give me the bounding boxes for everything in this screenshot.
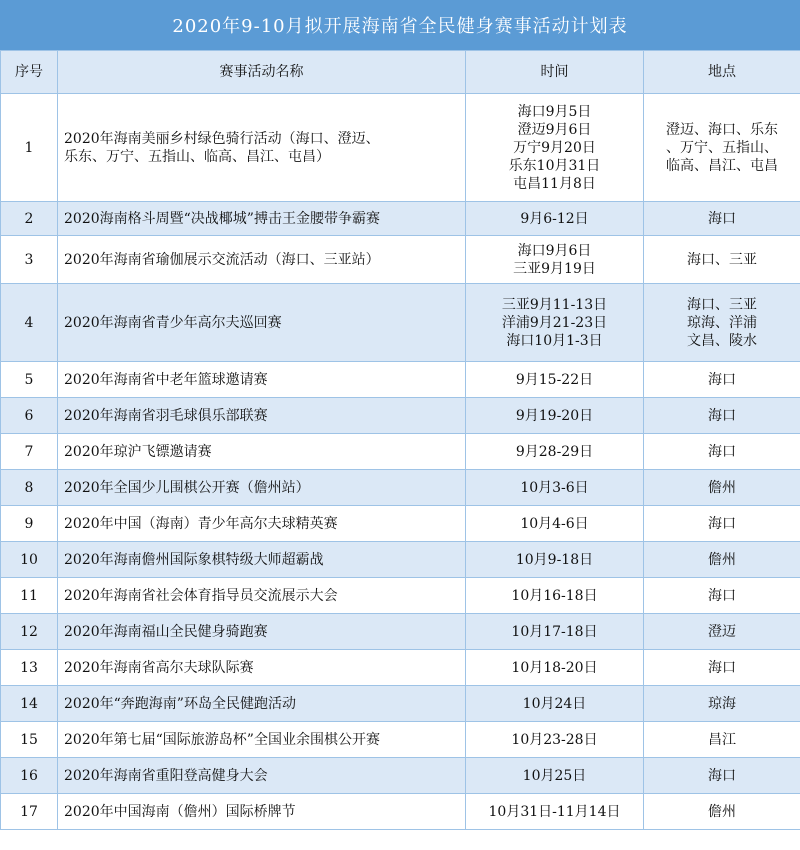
cell-name-line: 2020年海南省重阳登高健身大会: [64, 767, 268, 784]
cell-name: [58, 686, 466, 722]
table-row: [1, 614, 800, 650]
table-row: [1, 722, 800, 758]
cell-no: 7: [1, 434, 58, 470]
cell-time-line: 9月6-12日: [520, 210, 589, 227]
table-row: [1, 758, 800, 794]
cell-name-line: 2020年海南省中老年篮球邀请赛: [64, 371, 268, 388]
cell-time-line: 10月18-20日: [511, 659, 598, 676]
cell-name: [58, 650, 466, 686]
cell-place-line: 海口: [708, 767, 736, 784]
table-row: [1, 284, 800, 362]
cell-time: [466, 758, 644, 794]
cell-time-line: 9月28-29日: [515, 443, 594, 460]
cell-time-line: 10月31日-11月14日: [488, 803, 621, 820]
cell-name: [58, 614, 466, 650]
cell-time: [466, 362, 644, 398]
header-place: 地点: [644, 51, 800, 94]
cell-place: [644, 506, 800, 542]
cell-place: [644, 578, 800, 614]
cell-time-line: 10月23-28日: [511, 731, 598, 748]
cell-time-line: 10月25日: [522, 767, 587, 784]
cell-place: [644, 794, 800, 830]
cell-no: 2: [1, 202, 58, 236]
cell-name: [58, 236, 466, 284]
cell-name-line: 2020年海南儋州国际象棋特级大师超霸战: [64, 551, 324, 568]
header-row: [1, 51, 800, 94]
cell-time: [466, 94, 644, 202]
cell-name: [58, 794, 466, 830]
header-name: 赛事活动名称: [58, 51, 466, 94]
cell-time-line: 10月4-6日: [520, 515, 589, 532]
cell-time-line: 海口10月1-3日: [506, 332, 603, 349]
cell-name-line: 2020年海南省羽毛球俱乐部联赛: [64, 407, 268, 424]
cell-name-line: 2020年海南省高尔夫球队际赛: [64, 659, 254, 676]
cell-time-line: 三亚9月19日: [513, 260, 596, 277]
cell-no: 14: [1, 686, 58, 722]
cell-name-line: 2020年海南省青少年高尔夫巡回赛: [64, 314, 282, 331]
cell-place-line: 海口: [708, 659, 736, 676]
cell-time-line: 海口9月6日: [517, 242, 592, 259]
cell-place-line: 、万宁、五指山、: [666, 139, 778, 156]
cell-name-line: 2020年琼沪飞镖邀请赛: [64, 443, 212, 460]
cell-name-line: 乐东、万宁、五指山、临高、昌江、屯昌）: [64, 148, 330, 165]
table-row: [1, 506, 800, 542]
cell-time: [466, 284, 644, 362]
cell-name-line: 2020年海南美丽乡村绿色骑行活动（海口、澄迈、: [64, 130, 380, 147]
cell-time-line: 屯昌11月8日: [513, 175, 596, 192]
cell-name: [58, 506, 466, 542]
cell-name-line: 2020年“奔跑海南”环岛全民健跑活动: [64, 695, 296, 712]
cell-place-line: 昌江: [708, 731, 736, 748]
cell-name: [58, 542, 466, 578]
cell-time-line: 10月24日: [522, 695, 587, 712]
cell-no: 9: [1, 506, 58, 542]
cell-no: 17: [1, 794, 58, 830]
cell-no: 4: [1, 284, 58, 362]
cell-no: 12: [1, 614, 58, 650]
cell-place-line: 儋州: [708, 803, 736, 820]
table-row: [1, 470, 800, 506]
cell-place-line: 海口: [708, 371, 736, 388]
cell-place-line: 琼海、洋浦: [687, 314, 757, 331]
cell-name: [58, 470, 466, 506]
cell-time: [466, 434, 644, 470]
cell-place-line: 海口: [708, 587, 736, 604]
cell-time-line: 10月16-18日: [511, 587, 598, 604]
cell-place: [644, 542, 800, 578]
cell-no: 6: [1, 398, 58, 434]
cell-place-line: 海口: [708, 515, 736, 532]
cell-name-line: 2020海南格斗周暨“决战椰城”搏击王金腰带争霸赛: [64, 210, 380, 227]
cell-place-line: 海口、三亚: [687, 296, 757, 313]
cell-place: [644, 362, 800, 398]
cell-time-line: 万宁9月20日: [513, 139, 596, 156]
cell-name-line: 2020年全国少儿围棋公开赛（儋州站）: [64, 479, 310, 496]
cell-place: [644, 650, 800, 686]
table-row: [1, 542, 800, 578]
cell-place-line: 海口: [708, 407, 736, 424]
cell-name-line: 2020年第七届“国际旅游岛杯”全国业余围棋公开赛: [64, 731, 380, 748]
cell-place: [644, 284, 800, 362]
table-row: [1, 398, 800, 434]
cell-no: 13: [1, 650, 58, 686]
cell-place: [644, 686, 800, 722]
cell-time: [466, 794, 644, 830]
cell-time: [466, 202, 644, 236]
table-row: [1, 434, 800, 470]
cell-place: [644, 202, 800, 236]
table-row: [1, 650, 800, 686]
cell-time-line: 三亚9月11-13日: [501, 296, 608, 313]
cell-place-line: 海口、三亚: [687, 251, 757, 268]
cell-place-line: 海口: [708, 210, 736, 227]
cell-time-line: 10月3-6日: [520, 479, 589, 496]
cell-name: [58, 578, 466, 614]
table-row: [1, 686, 800, 722]
header-time: 时间: [466, 51, 644, 94]
cell-time: [466, 398, 644, 434]
cell-time: [466, 470, 644, 506]
cell-place-line: 澄迈、海口、乐东: [666, 121, 778, 138]
cell-name: [58, 398, 466, 434]
cell-time-line: 洋浦9月21-23日: [501, 314, 608, 331]
cell-name: [58, 722, 466, 758]
cell-place-line: 文昌、陵水: [687, 332, 757, 349]
cell-name: [58, 94, 466, 202]
cell-no: 1: [1, 94, 58, 202]
cell-time: [466, 542, 644, 578]
table-title: 2020年9-10月拟开展海南省全民健身赛事活动计划表: [0, 0, 800, 50]
cell-place-line: 澄迈: [708, 623, 736, 640]
cell-place: [644, 470, 800, 506]
cell-no: 8: [1, 470, 58, 506]
cell-name-line: 2020年海南省社会体育指导员交流展示大会: [64, 587, 338, 604]
cell-time-line: 10月9-18日: [515, 551, 594, 568]
cell-time: [466, 578, 644, 614]
cell-place: [644, 398, 800, 434]
cell-no: 3: [1, 236, 58, 284]
table-row: [1, 794, 800, 830]
cell-name: [58, 284, 466, 362]
cell-time: [466, 686, 644, 722]
cell-name: [58, 434, 466, 470]
cell-no: 10: [1, 542, 58, 578]
cell-place-line: 儋州: [708, 479, 736, 496]
table-row: [1, 94, 800, 202]
table-row: [1, 236, 800, 284]
events-table: [0, 50, 800, 830]
cell-place: [644, 236, 800, 284]
cell-no: 11: [1, 578, 58, 614]
cell-name: [58, 758, 466, 794]
cell-time: [466, 506, 644, 542]
cell-no: 5: [1, 362, 58, 398]
cell-no: 15: [1, 722, 58, 758]
cell-name-line: 2020年中国海南（儋州）国际桥牌节: [64, 803, 296, 820]
cell-place: [644, 94, 800, 202]
cell-name-line: 2020年海南省瑜伽展示交流活动（海口、三亚站）: [64, 251, 380, 268]
table-row: [1, 362, 800, 398]
cell-place: [644, 758, 800, 794]
cell-place-line: 海口: [708, 443, 736, 460]
cell-place: [644, 434, 800, 470]
cell-place-line: 临高、昌江、屯昌: [666, 157, 778, 174]
cell-time: [466, 614, 644, 650]
cell-time-line: 9月19-20日: [515, 407, 594, 424]
cell-name-line: 2020年海南福山全民健身骑跑赛: [64, 623, 268, 640]
cell-time: [466, 722, 644, 758]
cell-time-line: 10月17-18日: [511, 623, 598, 640]
header-no: 序号: [1, 51, 58, 94]
table-row: [1, 578, 800, 614]
cell-name-line: 2020年中国（海南）青少年高尔夫球精英赛: [64, 515, 338, 532]
cell-time-line: 澄迈9月6日: [517, 121, 592, 138]
cell-no: 16: [1, 758, 58, 794]
cell-place-line: 儋州: [708, 551, 736, 568]
cell-time: [466, 236, 644, 284]
cell-name: [58, 362, 466, 398]
cell-place: [644, 614, 800, 650]
cell-time-line: 9月15-22日: [515, 371, 594, 388]
cell-time-line: 乐东10月31日: [508, 157, 601, 174]
cell-time: [466, 650, 644, 686]
cell-name: [58, 202, 466, 236]
table-row: [1, 202, 800, 236]
cell-place: [644, 722, 800, 758]
cell-place-line: 琼海: [708, 695, 736, 712]
cell-time-line: 海口9月5日: [517, 103, 592, 120]
